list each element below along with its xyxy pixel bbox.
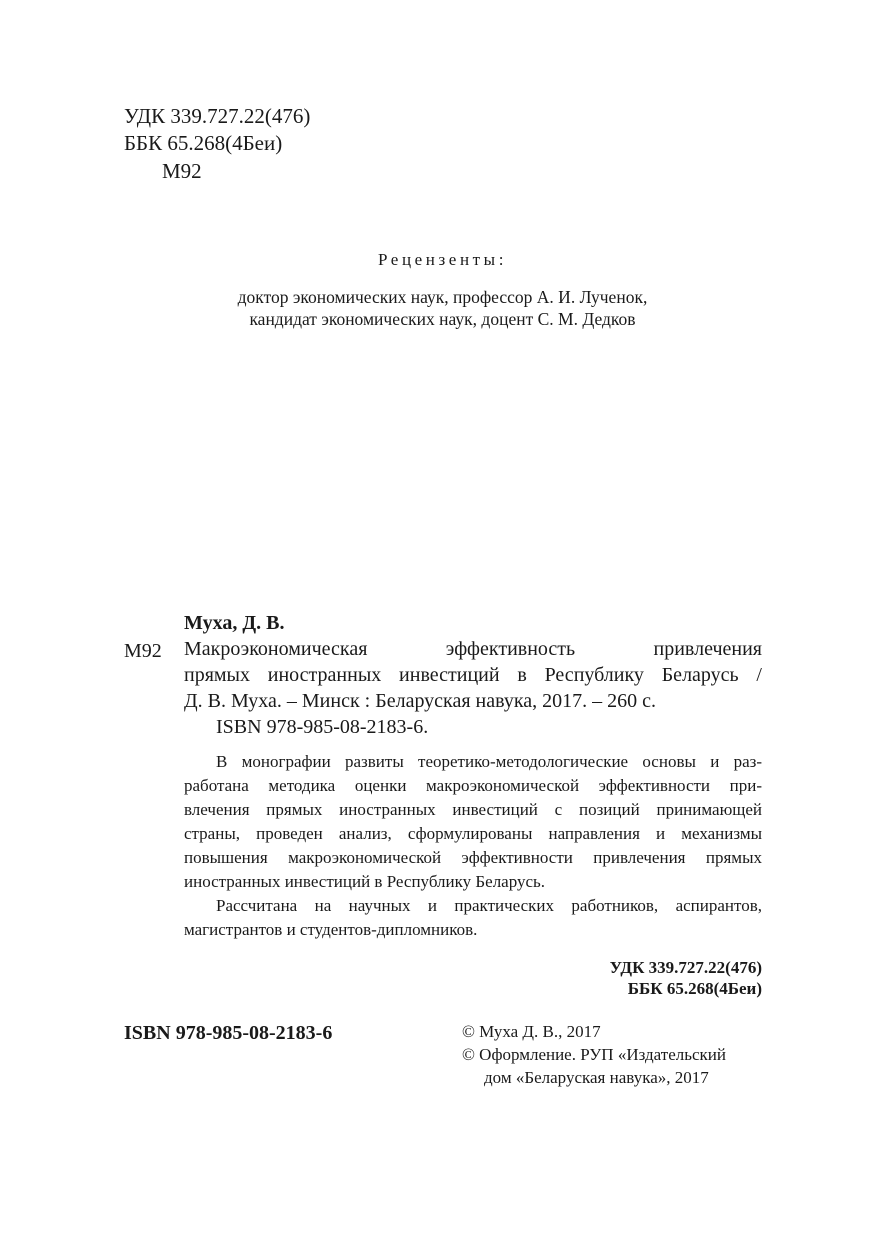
annotation-line: влечения прямых иностранных инвестиций с позиций принимающей	[184, 800, 762, 819]
bbk-index: ББК 65.268(4Беи)	[124, 131, 283, 155]
card-author: Муха, Д. В.	[184, 612, 285, 634]
copyright-line: дом «Беларуская навука», 2017	[484, 1068, 709, 1087]
card-imprint-line: Д. В. Муха. – Минск : Беларуская навука, 2017. – 260 с.	[184, 690, 657, 712]
annotation-line: страны, проведен анализ, сформулированы направления и механизмы	[184, 824, 762, 843]
bibliographic-bbk: ББК 65.268(4Беи)	[627, 979, 762, 998]
annotation-line: магистрантов и студентов-дипломников.	[184, 920, 478, 939]
reviewer-line: кандидат экономических наук, доцент С. М. Дедков	[249, 309, 636, 329]
card-title-line: прямых иностранных инвестиций в Республику Беларусь /	[184, 664, 762, 686]
copyright-line: © Муха Д. В., 2017	[462, 1022, 601, 1041]
bibliographic-udk: УДК 339.727.22(476)	[609, 958, 762, 977]
annotation-line: работана методика оценки макроэкономической эффективности при-	[184, 776, 762, 795]
card-title-line: Макроэкономическая эффективность привлечения	[184, 638, 762, 660]
annotation-line: В монографии развиты теоретико-методологические основы и раз-	[216, 752, 762, 771]
annotation-line: повышения макроэкономической эффективности привлечения прямых	[184, 848, 762, 867]
reviewer-line: доктор экономических наук, профессор А. И. Лученок,	[237, 287, 648, 307]
reviewers-heading: Рецензенты:	[377, 250, 508, 269]
card-author-code: М92	[124, 640, 162, 662]
annotation-line: Рассчитана на научных и практических работников, аспирантов,	[216, 896, 762, 915]
udk-index: УДК 339.727.22(476)	[124, 104, 311, 128]
card-isbn-line: ISBN 978-985-08-2183-6.	[216, 716, 429, 738]
author-code: М92	[162, 159, 202, 183]
isbn: ISBN 978-985-08-2183-6	[124, 1022, 333, 1044]
copyright-line: © Оформление. РУП «Издательский	[462, 1045, 726, 1064]
annotation-line: иностранных инвестиций в Республику Беларусь.	[184, 872, 546, 891]
